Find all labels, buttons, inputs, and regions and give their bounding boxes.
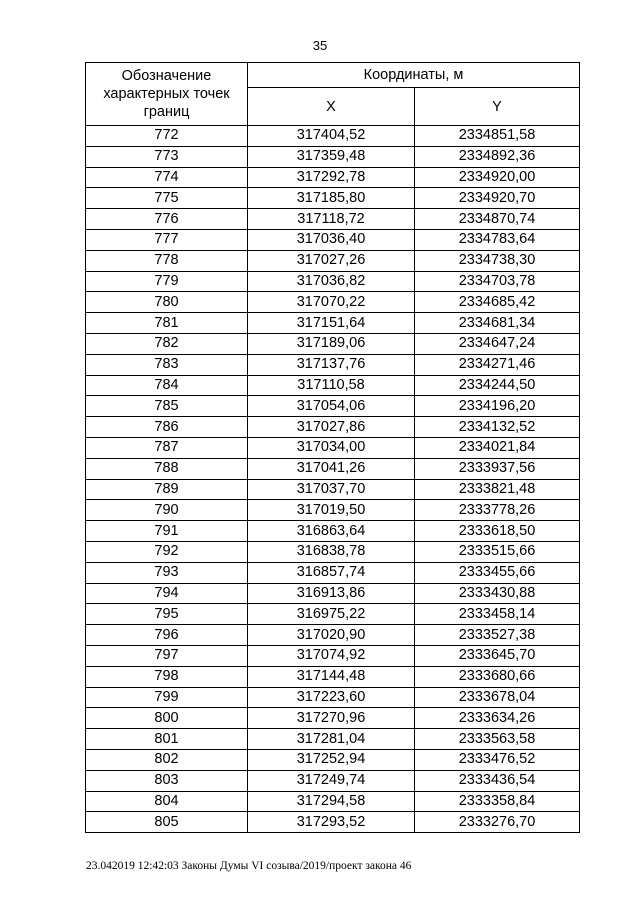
table-row — [86, 146, 580, 167]
x-coordinate-cell: 317036,82 — [248, 271, 415, 292]
coordinates-table — [85, 62, 580, 833]
point-id-cell: 787 — [86, 437, 248, 458]
page-number: 35 — [312, 38, 328, 53]
point-id-cell: 795 — [86, 604, 248, 625]
table-row — [86, 604, 580, 625]
header-designation — [86, 63, 248, 126]
y-coordinate-cell: 2333645,70 — [415, 645, 580, 666]
x-coordinate-cell: 317019,50 — [248, 500, 415, 521]
y-coordinate-cell: 2333476,52 — [415, 749, 580, 770]
x-coordinate-cell: 316863,64 — [248, 521, 415, 542]
table-row — [86, 666, 580, 687]
x-coordinate-cell: 317359,48 — [248, 146, 415, 167]
table-row — [86, 500, 580, 521]
table-row — [86, 645, 580, 666]
table-body — [86, 126, 580, 833]
point-id-cell: 781 — [86, 313, 248, 334]
header-x: X — [248, 88, 415, 126]
header-y: Y — [415, 88, 580, 126]
x-coordinate-cell: 317110,58 — [248, 375, 415, 396]
header-designation-line: границ — [143, 104, 190, 120]
table-row — [86, 126, 580, 147]
y-coordinate-cell: 2334647,24 — [415, 333, 580, 354]
table-row — [86, 271, 580, 292]
point-id-cell: 802 — [86, 749, 248, 770]
y-coordinate-cell: 2334244,50 — [415, 375, 580, 396]
point-id-cell: 782 — [86, 333, 248, 354]
x-coordinate-cell: 317404,52 — [248, 126, 415, 147]
y-coordinate-cell: 2334703,78 — [415, 271, 580, 292]
table-row — [86, 292, 580, 313]
x-coordinate-cell: 317294,58 — [248, 791, 415, 812]
x-coordinate-cell: 317054,06 — [248, 396, 415, 417]
point-id-cell: 788 — [86, 458, 248, 479]
y-coordinate-cell: 2334685,42 — [415, 292, 580, 313]
point-id-cell: 796 — [86, 625, 248, 646]
x-coordinate-cell: 316913,86 — [248, 583, 415, 604]
table-row — [86, 375, 580, 396]
y-coordinate-cell: 2333436,54 — [415, 770, 580, 791]
point-id-cell: 780 — [86, 292, 248, 313]
y-coordinate-cell: 2334851,58 — [415, 126, 580, 147]
table-row — [86, 313, 580, 334]
table-row — [86, 812, 580, 833]
point-id-cell: 798 — [86, 666, 248, 687]
y-coordinate-cell: 2333634,26 — [415, 708, 580, 729]
y-coordinate-cell: 2333937,56 — [415, 458, 580, 479]
point-id-cell: 804 — [86, 791, 248, 812]
table-row — [86, 167, 580, 188]
y-coordinate-cell: 2333527,38 — [415, 625, 580, 646]
x-coordinate-cell: 317270,96 — [248, 708, 415, 729]
header-coordinates: Координаты, м — [248, 63, 580, 88]
point-id-cell: 784 — [86, 375, 248, 396]
table-row — [86, 791, 580, 812]
x-coordinate-cell: 317223,60 — [248, 687, 415, 708]
x-coordinate-cell: 317151,64 — [248, 313, 415, 334]
point-id-cell: 797 — [86, 645, 248, 666]
table-row — [86, 458, 580, 479]
x-coordinate-cell: 317252,94 — [248, 749, 415, 770]
y-coordinate-cell: 2333358,84 — [415, 791, 580, 812]
point-id-cell: 772 — [86, 126, 248, 147]
table-row — [86, 770, 580, 791]
point-id-cell: 790 — [86, 500, 248, 521]
table-row — [86, 354, 580, 375]
y-coordinate-cell: 2334920,70 — [415, 188, 580, 209]
table-header — [86, 63, 580, 126]
y-coordinate-cell: 2334132,52 — [415, 417, 580, 438]
x-coordinate-cell: 317281,04 — [248, 729, 415, 750]
point-id-cell: 803 — [86, 770, 248, 791]
x-coordinate-cell: 316975,22 — [248, 604, 415, 625]
point-id-cell: 774 — [86, 167, 248, 188]
point-id-cell: 791 — [86, 521, 248, 542]
x-coordinate-cell: 316838,78 — [248, 541, 415, 562]
y-coordinate-cell: 2333778,26 — [415, 500, 580, 521]
table-row — [86, 749, 580, 770]
table-row — [86, 708, 580, 729]
y-coordinate-cell: 2333563,58 — [415, 729, 580, 750]
point-id-cell: 801 — [86, 729, 248, 750]
table-row — [86, 209, 580, 230]
x-coordinate-cell: 317070,22 — [248, 292, 415, 313]
point-id-cell: 776 — [86, 209, 248, 230]
x-coordinate-cell: 317189,06 — [248, 333, 415, 354]
y-coordinate-cell: 2334738,30 — [415, 250, 580, 271]
point-id-cell: 792 — [86, 541, 248, 562]
table-row — [86, 396, 580, 417]
x-coordinate-cell: 316857,74 — [248, 562, 415, 583]
table-row — [86, 417, 580, 438]
table-row — [86, 229, 580, 250]
point-id-cell: 799 — [86, 687, 248, 708]
y-coordinate-cell: 2333515,66 — [415, 541, 580, 562]
point-id-cell: 800 — [86, 708, 248, 729]
y-coordinate-cell: 2333455,66 — [415, 562, 580, 583]
point-id-cell: 783 — [86, 354, 248, 375]
y-coordinate-cell: 2334892,36 — [415, 146, 580, 167]
y-coordinate-cell: 2334196,20 — [415, 396, 580, 417]
point-id-cell: 779 — [86, 271, 248, 292]
x-coordinate-cell: 317074,92 — [248, 645, 415, 666]
y-coordinate-cell: 2334681,34 — [415, 313, 580, 334]
y-coordinate-cell: 2333680,66 — [415, 666, 580, 687]
x-coordinate-cell: 317034,00 — [248, 437, 415, 458]
table-row — [86, 333, 580, 354]
point-id-cell: 778 — [86, 250, 248, 271]
table-row — [86, 583, 580, 604]
table-row — [86, 521, 580, 542]
header-designation-line: характерных точек — [103, 86, 230, 102]
y-coordinate-cell: 2334920,00 — [415, 167, 580, 188]
point-id-cell: 785 — [86, 396, 248, 417]
x-coordinate-cell: 317144,48 — [248, 666, 415, 687]
point-id-cell: 775 — [86, 188, 248, 209]
x-coordinate-cell: 317249,74 — [248, 770, 415, 791]
x-coordinate-cell: 317292,78 — [248, 167, 415, 188]
x-coordinate-cell: 317118,72 — [248, 209, 415, 230]
x-coordinate-cell: 317037,70 — [248, 479, 415, 500]
table-row — [86, 562, 580, 583]
point-id-cell: 794 — [86, 583, 248, 604]
y-coordinate-cell: 2334783,64 — [415, 229, 580, 250]
table-row — [86, 250, 580, 271]
point-id-cell: 805 — [86, 812, 248, 833]
y-coordinate-cell: 2334271,46 — [415, 354, 580, 375]
y-coordinate-cell: 2333430,88 — [415, 583, 580, 604]
table-row — [86, 437, 580, 458]
table-row — [86, 729, 580, 750]
x-coordinate-cell: 317027,26 — [248, 250, 415, 271]
y-coordinate-cell: 2333276,70 — [415, 812, 580, 833]
point-id-cell: 793 — [86, 562, 248, 583]
x-coordinate-cell: 317137,76 — [248, 354, 415, 375]
y-coordinate-cell: 2333458,14 — [415, 604, 580, 625]
y-coordinate-cell: 2333821,48 — [415, 479, 580, 500]
x-coordinate-cell: 317293,52 — [248, 812, 415, 833]
x-coordinate-cell: 317020,90 — [248, 625, 415, 646]
table-row — [86, 541, 580, 562]
x-coordinate-cell: 317041,26 — [248, 458, 415, 479]
footer-stamp: 23.042019 12:42:03 Законы Думы VI созыва/2019/проект закона 46 — [86, 860, 412, 872]
y-coordinate-cell: 2334870,74 — [415, 209, 580, 230]
point-id-cell: 789 — [86, 479, 248, 500]
x-coordinate-cell: 317185,80 — [248, 188, 415, 209]
table-row — [86, 625, 580, 646]
point-id-cell: 773 — [86, 146, 248, 167]
table-row — [86, 687, 580, 708]
table-row — [86, 479, 580, 500]
header-designation-line: Обозначение — [121, 68, 212, 84]
y-coordinate-cell: 2334021,84 — [415, 437, 580, 458]
x-coordinate-cell: 317027,86 — [248, 417, 415, 438]
table-row — [86, 188, 580, 209]
y-coordinate-cell: 2333618,50 — [415, 521, 580, 542]
x-coordinate-cell: 317036,40 — [248, 229, 415, 250]
y-coordinate-cell: 2333678,04 — [415, 687, 580, 708]
point-id-cell: 786 — [86, 417, 248, 438]
point-id-cell: 777 — [86, 229, 248, 250]
